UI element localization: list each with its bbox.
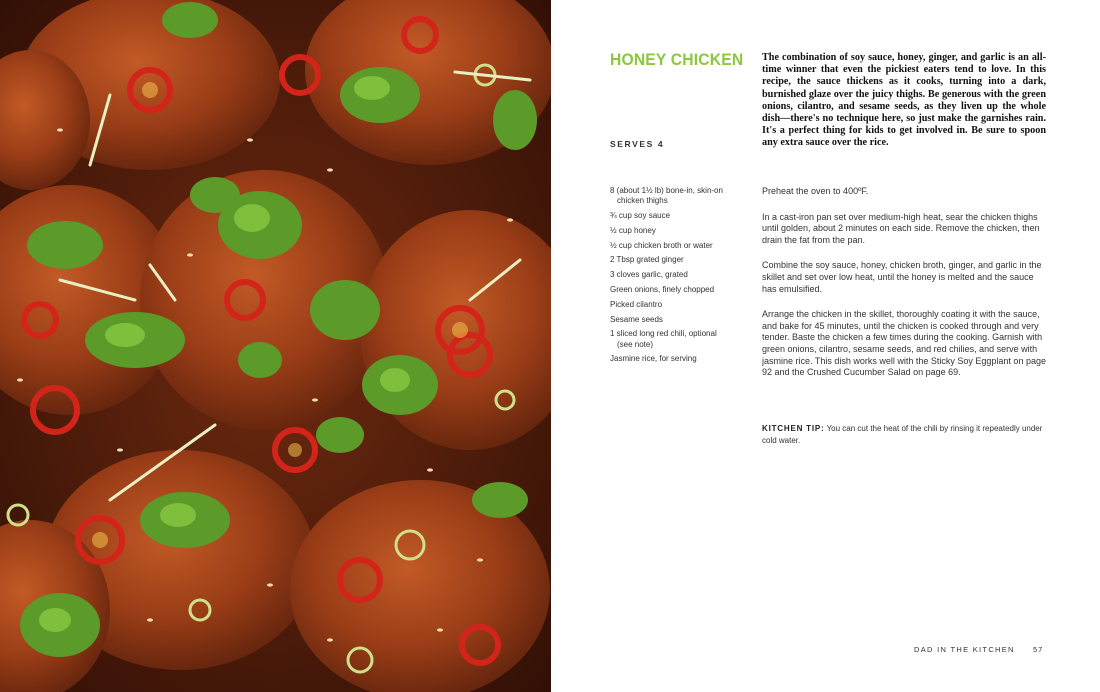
method-step: Arrange the chicken in the skillet, thoroughly coating it with the sauce, and bake for 45 minutes, until the chicken is cooked through and very tender. Baste the chicken a few times during the cooking. Garnish with green onions, cilantro, sesame seeds, and red chilies, and serve with jasmine rice. This dish works well with the Sticky Soy Eggplant on page 92 and the Crushed Cucumber Salad on page 69. (762, 309, 1046, 378)
page-number: 57 (1033, 645, 1044, 654)
ingredient-item: 2 Tbsp grated ginger (610, 255, 684, 265)
kitchen-tip-label: KITCHEN TIP: (762, 424, 825, 433)
ingredient-item: ½ cup chicken broth or water (610, 240, 713, 250)
serves-label: SERVES 4 (610, 139, 665, 149)
method-step: Combine the soy sauce, honey, chicken broth, ginger, and garlic in the skillet and set over low heat, until the honey is melted and the sauce has emulsified. (762, 260, 1042, 294)
ingredient-item: 8 (about 1½ lb) bone-in, skin-on chicken thighs (610, 186, 723, 206)
ingredient-item: Sesame seeds (610, 314, 663, 324)
recipe-title: HONEY CHICKEN (610, 50, 744, 69)
kitchen-tip-text: You can cut the heat of the chili by rinsing it repeatedly under cold water. (762, 424, 1043, 445)
ingredient-item: Green onions, finely chopped (610, 284, 715, 294)
recipe-page (551, 0, 1100, 692)
ingredient-item: Jasmine rice, for serving (610, 354, 697, 364)
method-steps (762, 186, 1046, 393)
ingredient-item: Picked cilantro (610, 299, 663, 309)
running-footer: DAD IN THE KITCHEN (914, 645, 1015, 654)
method-step: Preheat the oven to 400ºF. (762, 186, 869, 196)
ingredient-item: ¾ cup soy sauce (610, 211, 671, 220)
method-step: In a cast-iron pan set over medium-high heat, sear the chicken thighs until golden, about 2 minutes on each side. Remove the chicken, then drain the fat from the pan. (762, 211, 1040, 245)
ingredient-item: 1 sliced long red chili, optional (see note) (610, 329, 717, 349)
kitchen-tip (762, 423, 1046, 447)
recipe-intro: The combination of soy sauce, honey, ginger, and garlic is an all-time winner that even the pickiest eaters tend to love. In this recipe, the sauce thickens as it cooks, turning into a dark, burnished glaze over the juicy thighs. Be generous with the green onions, cilantro, and sesame seeds, as they liven up the whole dish—there's no technique here, so just make the garnishes rain. It's a perfect thing for kids to get involved in. Be sure to spoon any extra sauce over the rice. (762, 52, 1046, 149)
ingredient-item: ½ cup honey (610, 225, 656, 235)
ingredients-list (610, 186, 730, 369)
ingredient-item: 3 cloves garlic, grated (610, 270, 688, 280)
